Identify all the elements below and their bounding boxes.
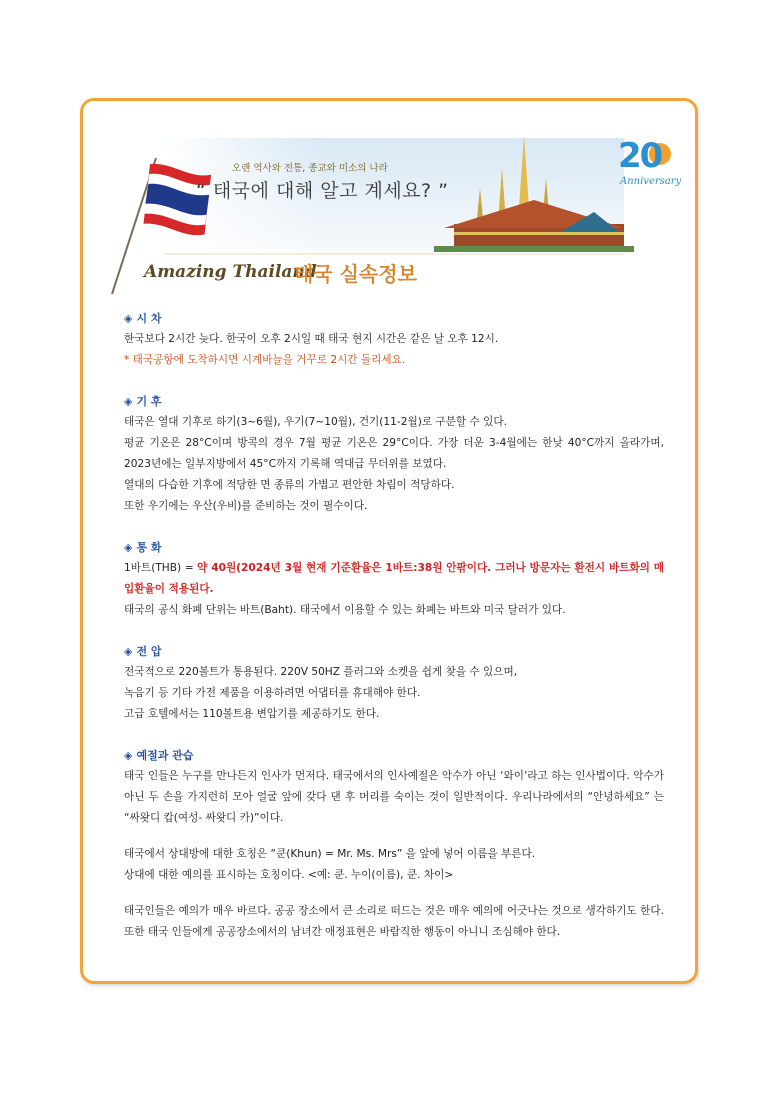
diamond-bullet-icon: ◈ [124,312,133,325]
anniversary-text: Anniversary [620,176,682,187]
etiquette-para-1: 태국 인들은 누구를 만나든지 인사가 먼저다. 태국에서의 인사예절은 악수가 아닌 ‘와이’라고 하는 인사법이다. 악수가 아닌 두 손을 가지런히 모아 얼굴 앞에 갖다 댄 후 머리를 숙이는 것이 일반적이다. 우리나라에서의 “안녕하세요” 는 “싸왓디 캅(여성- 싸왓디 카)”이다. [124,770,664,824]
banner-headline: “ 태국에 대해 알고 계세요? ” [196,180,449,202]
etiquette-para-2-line-1: 태국에서 상대방에 대한 호칭은 “쿤(Khun) = Mr. Ms. Mrs” 을 앞에 넣어 이름을 부른다. [124,848,536,860]
currency-highlight: 약 40원(2024년 3월 현재 기준환율은 1바트:38원 안팎이다. 그러나 방문자는 환전시 바트화의 매입환율이 적용된다. [124,562,664,595]
climate-line-1: 태국은 열대 기후로 하기(3~6월), 우기(7~10월), 건기(11-2월)로 구분할 수 있다. [124,416,507,428]
brand-title-ko: 태국 실속정보 [294,262,417,286]
voltage-line-3: 고급 호텔에서는 110볼트용 변압기를 제공하기도 한다. [124,708,380,720]
time-note: * 태국공항에 도착하시면 시계바늘을 거꾸로 2시간 돌리세요. [124,354,406,366]
climate-line-2: 평균 기온은 28°C이며 방콕의 경우 7월 평균 기온은 29°C이다. 가장 더운 3-4월에는 한낮 40°C까지 올라가며, 2023년에는 일부지방에서 45°C까지 기록해 역대급 무더위를 보였다. [124,437,664,470]
section-title-voltage: ◈ 전 압 [124,645,162,658]
section-title-climate: ◈ 기 후 [124,395,162,408]
diamond-bullet-icon: ◈ [124,395,133,408]
etiquette-para-2-line-2: 상대에 대한 예의를 표시하는 호칭이다. <예: 쿤. 누이(이름), 쿤. 차이> [124,869,454,881]
time-line: 한국보다 2시간 늦다. 한국이 오후 2시일 때 태국 현지 시간은 같은 날 오후 12시. [124,333,499,345]
info-content [124,308,664,943]
banner-tagline: 오랜 역사와 전통, 종교와 미소의 나라 [232,163,388,174]
section-title-currency: ◈ 통 화 [124,541,162,554]
currency-line-2: 태국의 공식 화폐 단위는 바트(Baht). 태국에서 이용할 수 있는 화폐는 바트와 미국 달러가 있다. [124,604,566,616]
climate-line-4: 또한 우기에는 우산(우비)를 준비하는 것이 필수이다. [124,500,368,512]
header-banner [104,128,694,298]
brand-logo-text: Amazing Thailand [144,262,317,282]
diamond-bullet-icon: ◈ [124,541,133,554]
voltage-line-2: 녹음기 등 기타 가전 제품을 이용하려면 어댑터를 휴대해야 한다. [124,687,421,699]
anniversary-number: 20 [618,136,662,176]
currency-rate: 1바트(THB) = 약 40원(2024년 3월 현재 기준환율은 1바트:38원 안팎이다. 그러나 방문자는 환전시 바트화의 매입환율이 적용된다. [124,562,664,595]
voltage-line-1: 전국적으로 220볼트가 통용된다. 220V 50HZ 플러그와 소켓을 쉽게 찾을 수 있으며, [124,666,518,678]
section-title-time: ◈ 시 차 [124,312,162,325]
diamond-bullet-icon: ◈ [124,645,133,658]
climate-line-3: 열대의 다습한 기후에 적당한 면 종류의 가볍고 편안한 차림이 적당하다. [124,479,455,491]
etiquette-para-3: 태국인들은 예의가 매우 바르다. 공공 장소에서 큰 소리로 떠드는 것은 매우 예의에 어긋나는 것으로 생각하기도 한다. 또한 태국 인들에게 공공장소에서의 남녀간 애정표현은 바람직한 행동이 아니니 조심해야 한다. [124,905,664,938]
diamond-bullet-icon: ◈ [124,749,133,762]
section-title-etiquette: ◈ 예절과 관습 [124,749,194,762]
